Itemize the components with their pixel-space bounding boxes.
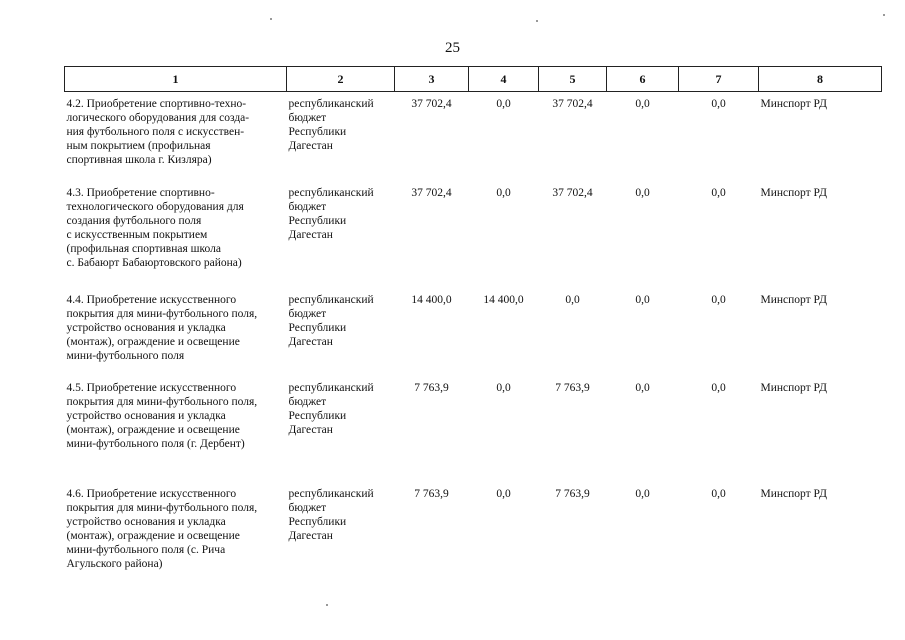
row-value-col4: 14 400,0 xyxy=(483,293,524,306)
table-row xyxy=(65,92,882,186)
row-executor: Минспорт РД xyxy=(760,186,827,199)
row-value-col5: 0,0 xyxy=(565,293,580,306)
row-value-col5: 37 702,4 xyxy=(552,186,593,199)
table-row xyxy=(65,293,882,381)
row-executor: Минспорт РД xyxy=(760,381,827,394)
header-row xyxy=(65,67,882,92)
row-funding-source: республиканский бюджет Республики Дагестан xyxy=(288,381,374,436)
header-cell-5: 5 xyxy=(539,67,607,92)
row-value-col6: 0,0 xyxy=(635,293,650,306)
row-value-col7: 0,0 xyxy=(711,381,726,394)
row-value-col4: 0,0 xyxy=(496,487,511,500)
scan-speck xyxy=(536,20,538,22)
row-value-col3: 37 702,4 xyxy=(411,186,452,199)
row-value-col5: 7 763,9 xyxy=(555,381,590,394)
row-value-col3: 7 763,9 xyxy=(414,381,449,394)
scan-speck xyxy=(270,18,272,20)
header-cell-3: 3 xyxy=(395,67,469,92)
table-row xyxy=(65,381,882,487)
row-value-col6: 0,0 xyxy=(635,186,650,199)
row-value-col6: 0,0 xyxy=(635,487,650,500)
table-row xyxy=(65,487,882,587)
header-cell-1: 1 xyxy=(65,67,287,92)
row-value-col5: 37 702,4 xyxy=(552,98,593,110)
row-value-col7: 0,0 xyxy=(711,186,726,199)
row-value-col4: 0,0 xyxy=(496,381,511,394)
header-cell-2: 2 xyxy=(287,67,395,92)
header-cell-8: 8 xyxy=(759,67,882,92)
row-value-col3: 14 400,0 xyxy=(411,293,452,306)
row-funding-source: республиканский бюджет Республики Дагестан xyxy=(288,186,374,241)
row-value-col7: 0,0 xyxy=(711,98,726,110)
header-cell-7: 7 xyxy=(679,67,759,92)
scan-speck xyxy=(326,604,328,606)
row-value-col7: 0,0 xyxy=(711,293,726,306)
row-description: 4.5. Приобретение искусственного покрытия для мини-футбольного поля, устройство основания и укладка (монтаж), ограждение и освещение мини-футбольного поля (г. Дербент) xyxy=(66,381,258,450)
row-funding-source: республиканский бюджет Республики Дагестан xyxy=(288,487,374,542)
table-row xyxy=(65,186,882,293)
page-number: 25 xyxy=(445,40,460,56)
row-value-col4: 0,0 xyxy=(496,98,511,110)
row-executor: Минспорт РД xyxy=(760,98,827,110)
row-description: 4.2. Приобретение спортивно-техно- логического оборудования для созда- ния футбольного поля с искусствен- ным покрытием (профильная спортивная школа г. Кизляра) xyxy=(66,98,250,166)
row-description: 4.4. Приобретение искусственного покрытия для мини-футбольного поля, устройство основания и укладка (монтаж), ограждение и освещение мини-футбольного поля xyxy=(66,293,258,362)
row-executor: Минспорт РД xyxy=(760,293,827,306)
row-value-col3: 37 702,4 xyxy=(411,98,452,110)
row-value-col7: 0,0 xyxy=(711,487,726,500)
row-funding-source: республиканский бюджет Республики Дагестан xyxy=(288,293,374,348)
header-cell-4: 4 xyxy=(469,67,539,92)
row-value-col4: 0,0 xyxy=(496,186,511,199)
row-funding-source: республиканский бюджет Республики Дагестан xyxy=(288,98,374,152)
row-description: 4.3. Приобретение спортивно- технологического оборудования для создания футбольного поля с искусственным покрытием (профильная спортивная школа с. Бабаюрт Бабаюртовского района) xyxy=(66,186,244,269)
header-cell-6: 6 xyxy=(607,67,679,92)
row-value-col3: 7 763,9 xyxy=(414,487,449,500)
row-value-col6: 0,0 xyxy=(635,381,650,394)
row-description: 4.6. Приобретение искусственного покрытия для мини-футбольного поля, устройство основания и укладка (монтаж), ограждение и освещение мини-футбольного поля (с. Рича Агульского района) xyxy=(66,487,258,570)
scan-speck xyxy=(883,14,885,16)
row-executor: Минспорт РД xyxy=(760,487,827,500)
row-value-col6: 0,0 xyxy=(635,98,650,110)
row-value-col5: 7 763,9 xyxy=(555,487,590,500)
budget-table xyxy=(64,66,882,587)
